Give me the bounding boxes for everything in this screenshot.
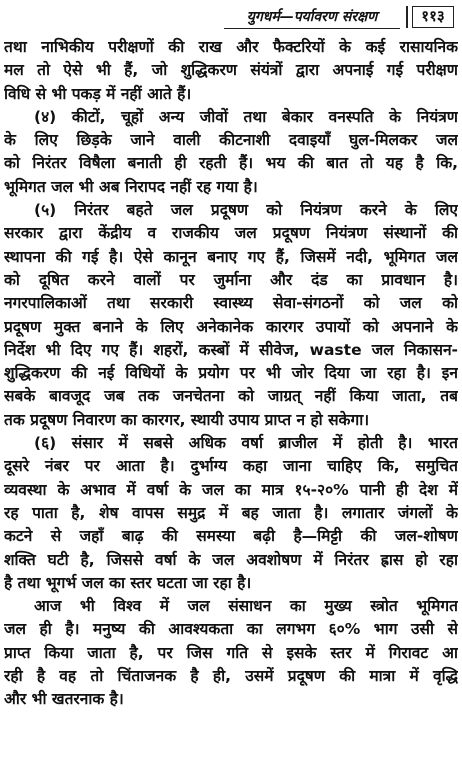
text-line: भूमिगत जल भी अब निरापद नहीं रह गया है। [4, 177, 258, 196]
text-line: सबके बावजूद जब तक जनचेतना को जाग्रत् नहीं किया जाता, तब [4, 387, 458, 406]
text-line: स्थापना की गई है। ऐसे कानून बनाए गए हैं, जिसमें नदी, भूमिगत जल [4, 247, 458, 266]
text-line: के लिए छिड़के जाने वाली कीटनाशी दवाइयाँ घुल-मिलकर जल [4, 131, 458, 150]
paragraph [4, 36, 458, 106]
text-line: रही है वह तो चिंताजनक है ही, उसमें प्रदूषण की मात्रा में वृद्धि [4, 667, 458, 686]
text-line: तक प्रदूषण निवारण का कारगर, स्थायी उपाय प्राप्त न हो सकेगा। [4, 410, 370, 429]
text-line: शुद्धिकरण की नई विधियों के प्रयोग पर भी जोर दिया जा रहा है। इन [4, 364, 458, 383]
text-line: मल तो ऐसे भी हैं, जो शुद्धिकरण संयंत्रों द्वारा अपनाई गई परीक्षण [4, 61, 458, 80]
chapter-title: युगधर्म—पर्यावरण संरक्षण [224, 6, 400, 29]
text-line: निर्देश भी दिए गए हैं। शहरों, कस्बों में सीवेज, waste जल निकासन- [4, 340, 458, 359]
text-line: व्यवस्था के अभाव में वर्षा के जल का मात्र १५-२०% पानी ही देश में [4, 480, 458, 499]
paragraph [4, 432, 458, 595]
paragraph [4, 106, 458, 199]
text-line: जल ही है। मनुष्य की आवश्यकता का लगभग ६०% भाग उसी से [4, 620, 458, 639]
text-line: दूसरे नंबर पर आता है। दुर्भाग्य कहा जाना चाहिए कि, समुचित [4, 457, 458, 476]
running-header [224, 6, 456, 30]
text-line: रह पाता है, शेष वापस समुद्र में बह जाता है। लगातार जंगलों के [4, 503, 458, 522]
text-line: है तथा भूगर्भ जल का स्तर घटता जा रहा है। [4, 573, 252, 592]
text-line: (५) निरंतर बहते जल प्रदूषण को नियंत्रण करने के लिए [34, 201, 458, 220]
text-line: प्रदूषण मुक्त बनाने के लिए अनेकानेक कारगर उपायों को अपनाने के [4, 317, 458, 336]
paragraph [4, 199, 458, 432]
body-text [4, 36, 458, 712]
paragraph [4, 595, 458, 711]
text-line: शक्ति घटी है, जिससे वर्षा के जल अवशोषण में निरंतर ह्रास हो रहा [4, 550, 458, 569]
text-line: प्राप्त किया जाता है, पर जिस गति से इसके स्तर में गिरावट आ [4, 643, 458, 662]
header-divider [406, 6, 408, 28]
text-line: सरकार द्वारा केंद्रीय व राजकीय जल प्रदूषण नियंत्रण संस्थानों की [4, 224, 458, 243]
text-line: आज भी विश्व में जल संसाधन का मुख्य स्त्रोत भूमिगत [34, 597, 458, 616]
text-line: (४) कीटों, चूहों अन्य जीवों तथा बेकार वनस्पति के नियंत्रण [34, 107, 458, 126]
text-line: कटने से जहाँ बाढ़ की समस्या बढ़ी है—मिट्टी की जल-शोषण [4, 527, 458, 546]
text-line: को दूषित करने वालों पर जुर्माना और दंड का प्रावधान है। [4, 270, 458, 289]
text-line: को निरंतर विषैला बनाती ही रहती हैं। भय की बात तो यह है कि, [4, 154, 458, 173]
text-line: (६) संसार में सबसे अधिक वर्षा ब्राजील में होती है। भारत [34, 434, 458, 453]
text-line: नगरपालिकाओं तथा सरकारी स्वास्थ्य सेवा-संगठनों को जल को [4, 294, 458, 313]
text-line: और भी खतरनाक है। [4, 690, 124, 709]
text-line: तथा नाभिकीय परीक्षणों की राख और फैक्टरियों के कई रासायनिक [4, 38, 458, 56]
text-line: विधि से भी पकड़ में नहीं आते हैं। [4, 84, 192, 103]
page-number: ११३ [412, 6, 454, 28]
